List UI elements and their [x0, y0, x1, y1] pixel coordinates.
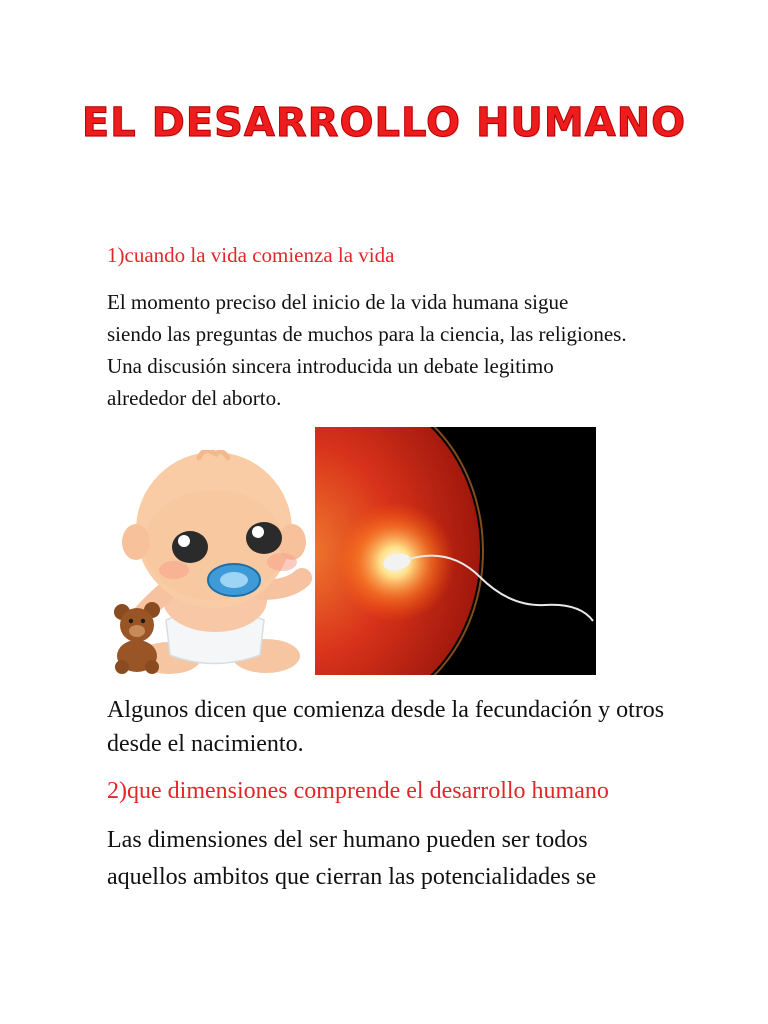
baby-illustration: [104, 450, 316, 676]
section-2-paragraph: Las dimensiones del ser humano pueden ser todos aquellos ambitos que cierran las potencialidades se: [107, 827, 597, 890]
baby-left-cheek: [159, 561, 189, 579]
section-2-heading: 2)que dimensiones comprende el desarrollo humano: [107, 778, 609, 804]
baby-right-cheek: [267, 553, 297, 571]
baby-left-ear: [122, 524, 150, 560]
page-title: EL DESARROLLO HUMANO: [81, 100, 687, 146]
teddy-bear: [114, 602, 160, 674]
baby-left-eye: [172, 531, 208, 563]
fertilization-photo: [315, 427, 596, 675]
section-1-heading: 1)cuando la vida comienza la vida: [107, 243, 395, 267]
section-1-paragraph: El momento preciso del inicio de la vida humana sigue siendo las preguntas de muchos para la ciencia, las religiones. Una discusión sincera introducida un debate legitimo alrededor del aborto.: [107, 290, 627, 410]
pacifier-ring: [220, 572, 248, 588]
baby-right-eye: [246, 522, 282, 554]
section-1-followup-paragraph: Algunos dicen que comienza desde la fecundación y otros desde el nacimiento.: [107, 697, 665, 757]
